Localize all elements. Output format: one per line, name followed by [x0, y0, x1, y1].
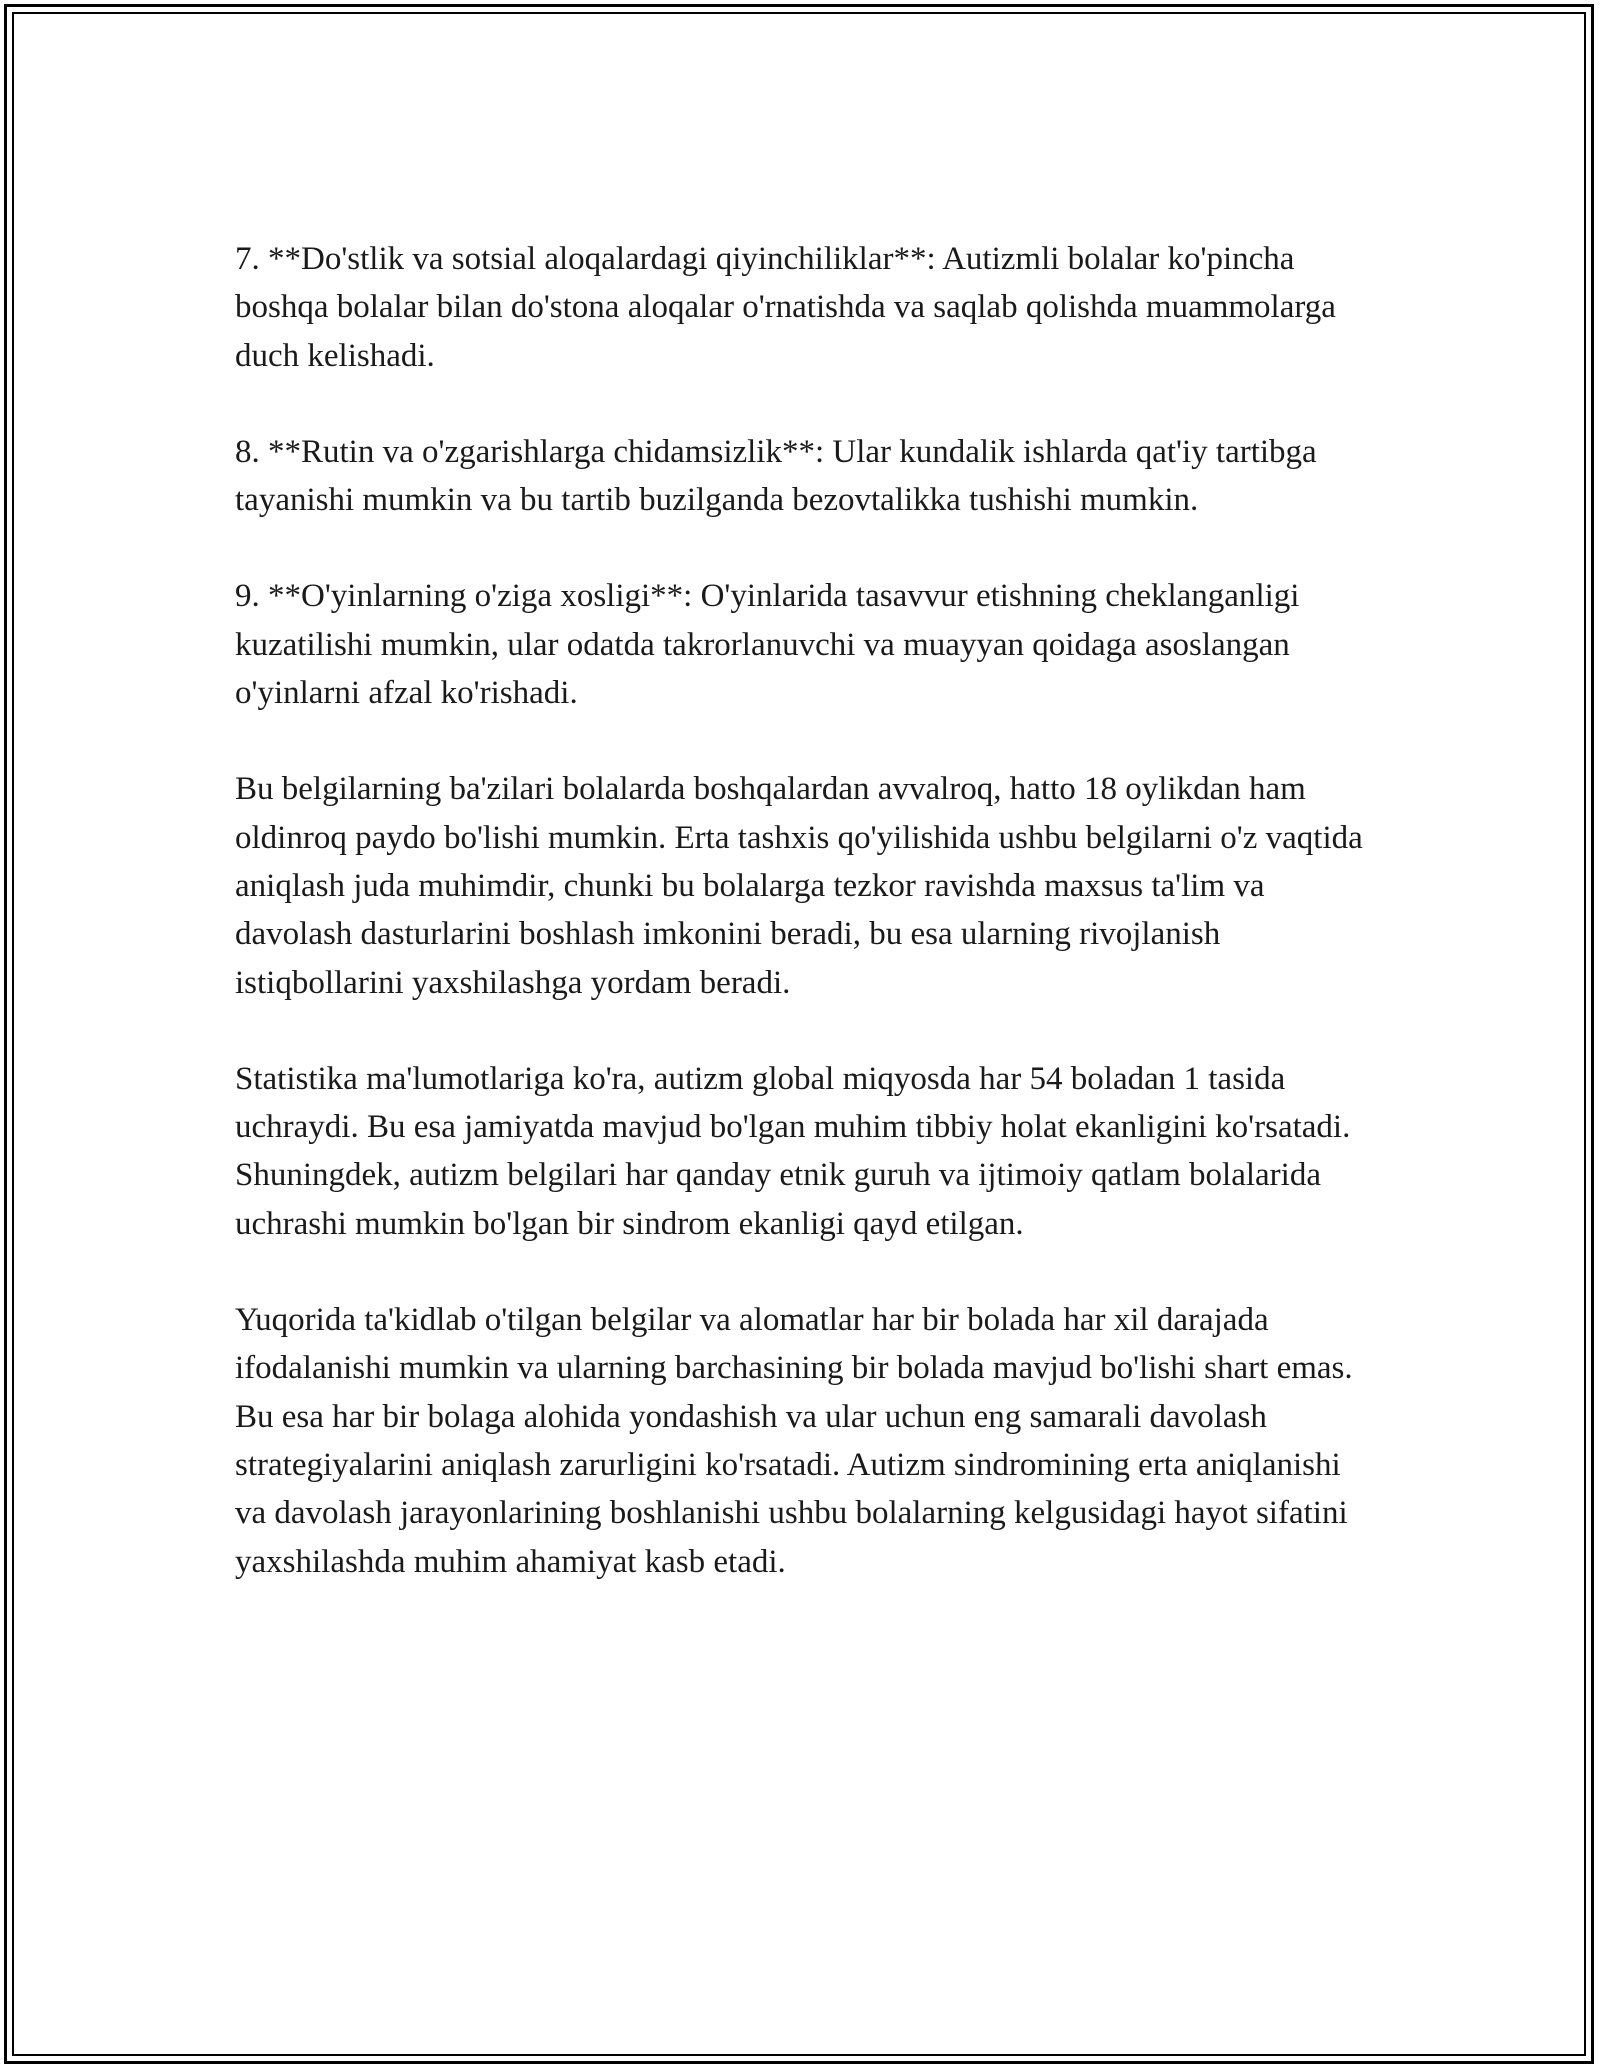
- paragraph-statistics: Statistika ma'lumotlariga ko'ra, autizm global miqyosda har 54 boladan 1 tasida uchraydi. Bu esa jamiyatda mavjud bo'lgan muhim tibbiy holat ekanligini ko'rsatadi. Shuningdek, autizm belgilari har qanday etnik guruh va ijtimoiy qatlam bolalarida uchrashi mumkin bo'lgan bir sindrom ekanligi qayd etilgan.: [235, 1060, 1351, 1242]
- paragraph-item-8: 8. **Rutin va o'zgarishlarga chidamsizlik**: Ular kundalik ishlarda qat'iy tartibga tayanishi mumkin va bu tartib buzilganda bezovtalikka tushishi mumkin.: [235, 433, 1317, 519]
- document-body: [235, 235, 1370, 1634]
- paragraph-item-9: 9. **O'yinlarning o'ziga xosligi**: O'yinlarida tasavvur etishning cheklanganligi kuzatilishi mumkin, ular odatda takrorlanuvchi va muayyan qoidaga asoslangan o'yinlarni afzal ko'rishadi.: [235, 578, 1300, 712]
- paragraph-conclusion: Yuqorida ta'kidlab o'tilgan belgilar va alomatlar har bir bolada har xil darajada ifodalanishi mumkin va ularning barchasining bir bolada mavjud bo'lishi shart emas. Bu esa har bir bolaga alohida yondashish va ular uchun eng samarali davolash strategiyalarini aniqlash zarurligini ko'rsatadi. Autizm sindromining erta aniqlanishi va davolash jarayonlarining boshlanishi ushbu bolalarning kelgusidagi hayot sifatini yaxshilashda muhim ahamiyat kasb etadi.: [235, 1302, 1353, 1580]
- paragraph-early-signs: Bu belgilarning ba'zilari bolalarda boshqalardan avvalroq, hatto 18 oylikdan ham oldinroq paydo bo'lishi mumkin. Erta tashxis qo'yilishida ushbu belgilarni o'z vaqtida aniqlash juda muhimdir, chunki bu bolalarga tezkor ravishda maxsus ta'lim va davolash dasturlarini boshlash imkonini beradi, bu esa ularning rivojlanish istiqbollarini yaxshilashga yordam beradi.: [235, 771, 1363, 1001]
- paragraph-item-7: 7. **Do'stlik va sotsial aloqalardagi qiyinchiliklar**: Autizmli bolalar ko'pincha boshqa bolalar bilan do'stona aloqalar o'rnatishda va saqlab qolishda muammolarga duch kelishadi.: [235, 241, 1336, 374]
